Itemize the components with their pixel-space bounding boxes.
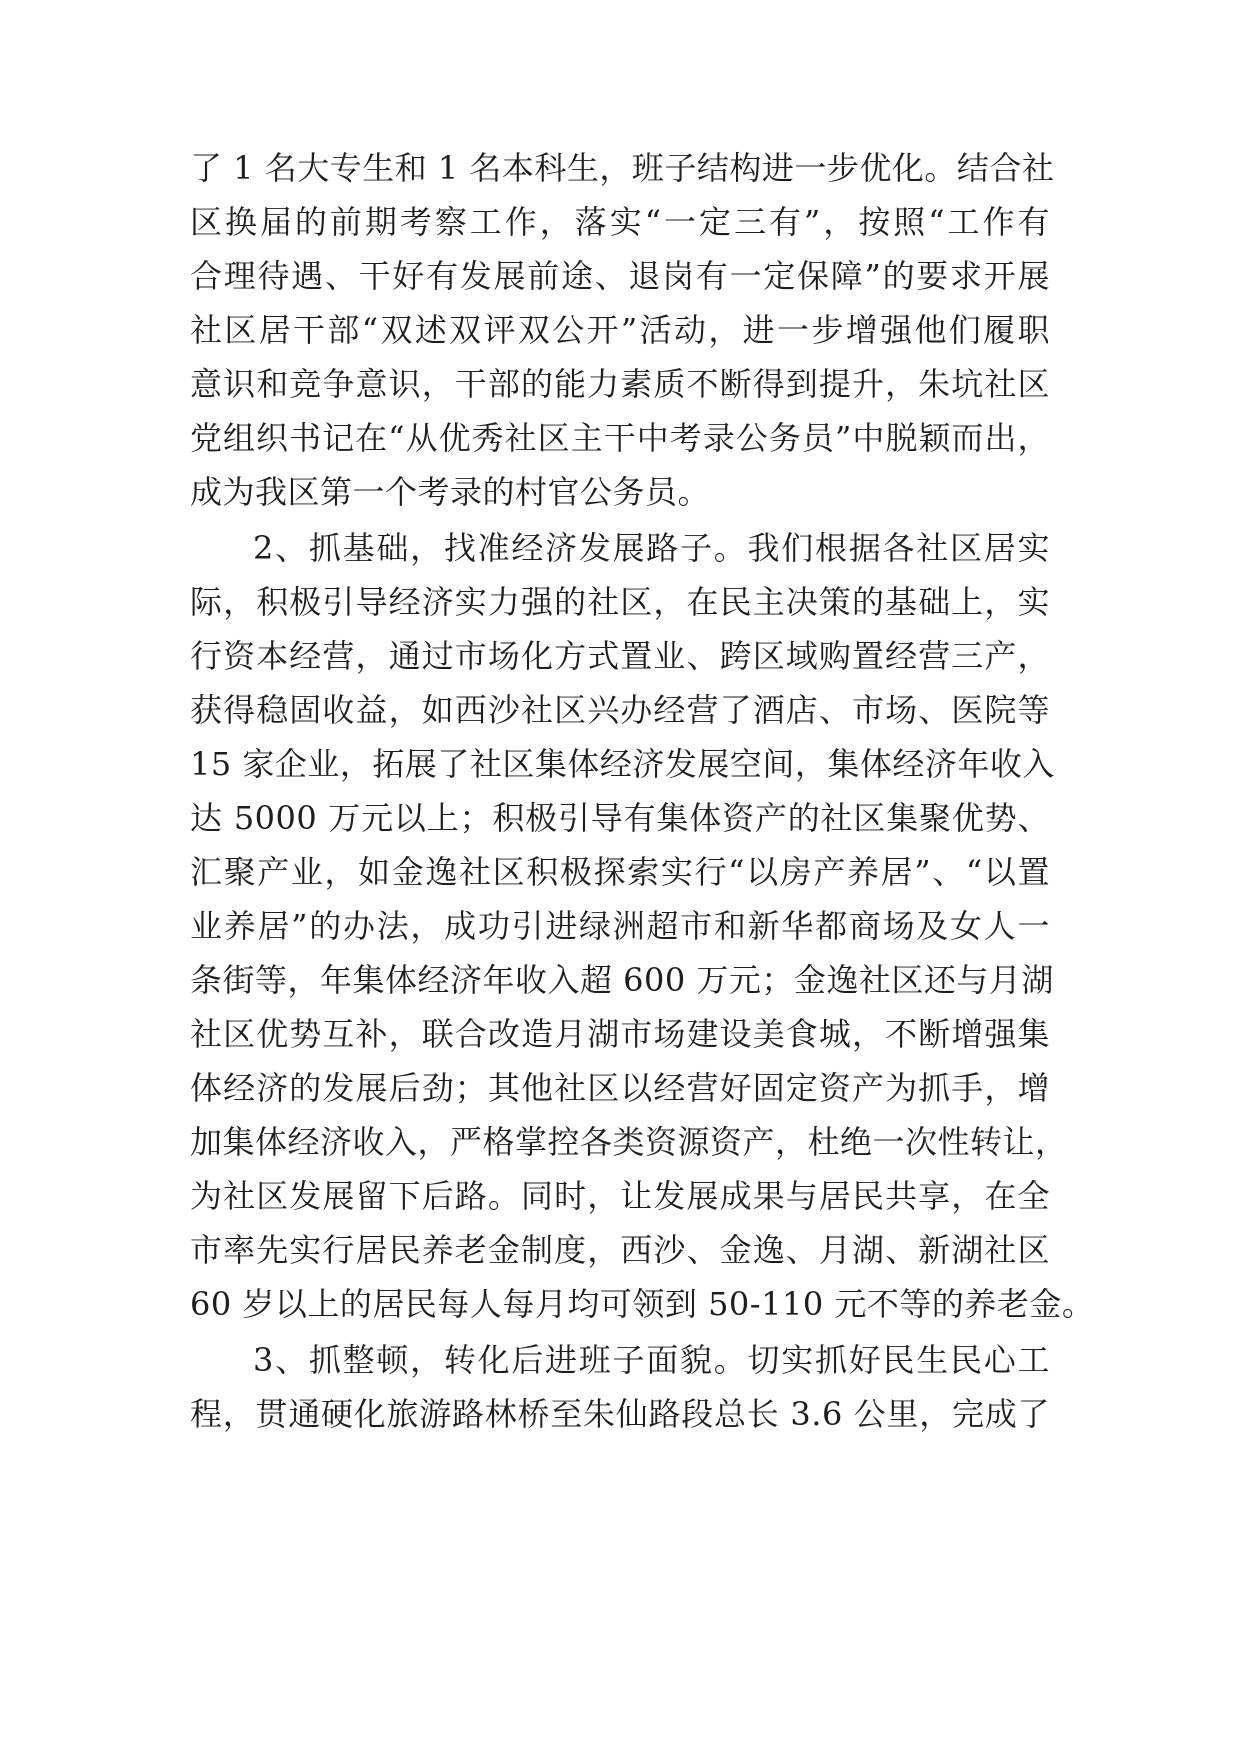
text-line: 成为我区第一个考录的村官公务员。: [190, 473, 711, 511]
paragraph-start-line: 2、抓基础，找准经济发展路子。我们根据各社区居实: [253, 529, 1050, 567]
text-line: 意识和竞争意识，干部的能力素质不断得到提升，朱坑社区: [190, 365, 1050, 403]
text-line: 社区居干部“双述双评双公开”活动，进一步增强他们履职: [190, 311, 1050, 349]
text-line: 业养居”的办法，成功引进绿洲超市和新华都商场及女人一: [190, 907, 1050, 945]
text-line: 行资本经营，通过市场化方式置业、跨区域购置经营三产，: [190, 637, 1050, 675]
text-line: 区换届的前期考察工作，落实“一定三有”，按照“工作有: [190, 203, 1050, 241]
text-line: 为社区发展留下后路。同时，让发展成果与居民共享，在全: [190, 1177, 1050, 1215]
text-line: 程，贯通硬化旅游路林桥至朱仙路段总长 3.6 公里，完成了: [190, 1395, 1050, 1433]
text-line: 60 岁以上的居民每人每月均可领到 50-110 元不等的养老金。: [190, 1285, 1095, 1323]
text-line: 了 1 名大专生和 1 名本科生，班子结构进一步优化。结合社: [190, 149, 1055, 187]
text-line: 获得稳固收益，如西沙社区兴办经营了酒店、市场、医院等: [190, 691, 1050, 729]
text-line: 汇聚产业，如金逸社区积极探索实行“以房产养居”、“以置: [190, 853, 1050, 891]
text-line: 党组织书记在“从优秀社区主干中考录公务员”中脱颖而出，: [190, 419, 1050, 457]
text-line: 加集体经济收入，严格掌控各类资源资产，杜绝一次性转让，: [190, 1123, 1068, 1161]
text-line: 达 5000 万元以上；积极引导有集体资产的社区集聚优势、: [190, 799, 1050, 837]
text-line: 市率先实行居民养老金制度，西沙、金逸、月湖、新湖社区: [190, 1231, 1050, 1269]
text-line: 合理待遇、干好有发展前途、退岗有一定保障”的要求开展: [190, 257, 1050, 295]
text-line: 15 家企业，拓展了社区集体经济发展空间，集体经济年收入: [190, 745, 1055, 783]
text-line: 际，积极引导经济实力强的社区，在民主决策的基础上，实: [190, 583, 1050, 621]
paragraph-start-line: 3、抓整顿，转化后进班子面貌。切实抓好民生民心工: [253, 1341, 1050, 1379]
text-line: 体经济的发展后劲；其他社区以经营好固定资产为抓手，增: [190, 1069, 1050, 1107]
text-line: 条街等，年集体经济年收入超 600 万元；金逸社区还与月湖: [190, 961, 1054, 999]
text-line: 社区优势互补，联合改造月湖市场建设美食城，不断增强集: [190, 1015, 1050, 1053]
